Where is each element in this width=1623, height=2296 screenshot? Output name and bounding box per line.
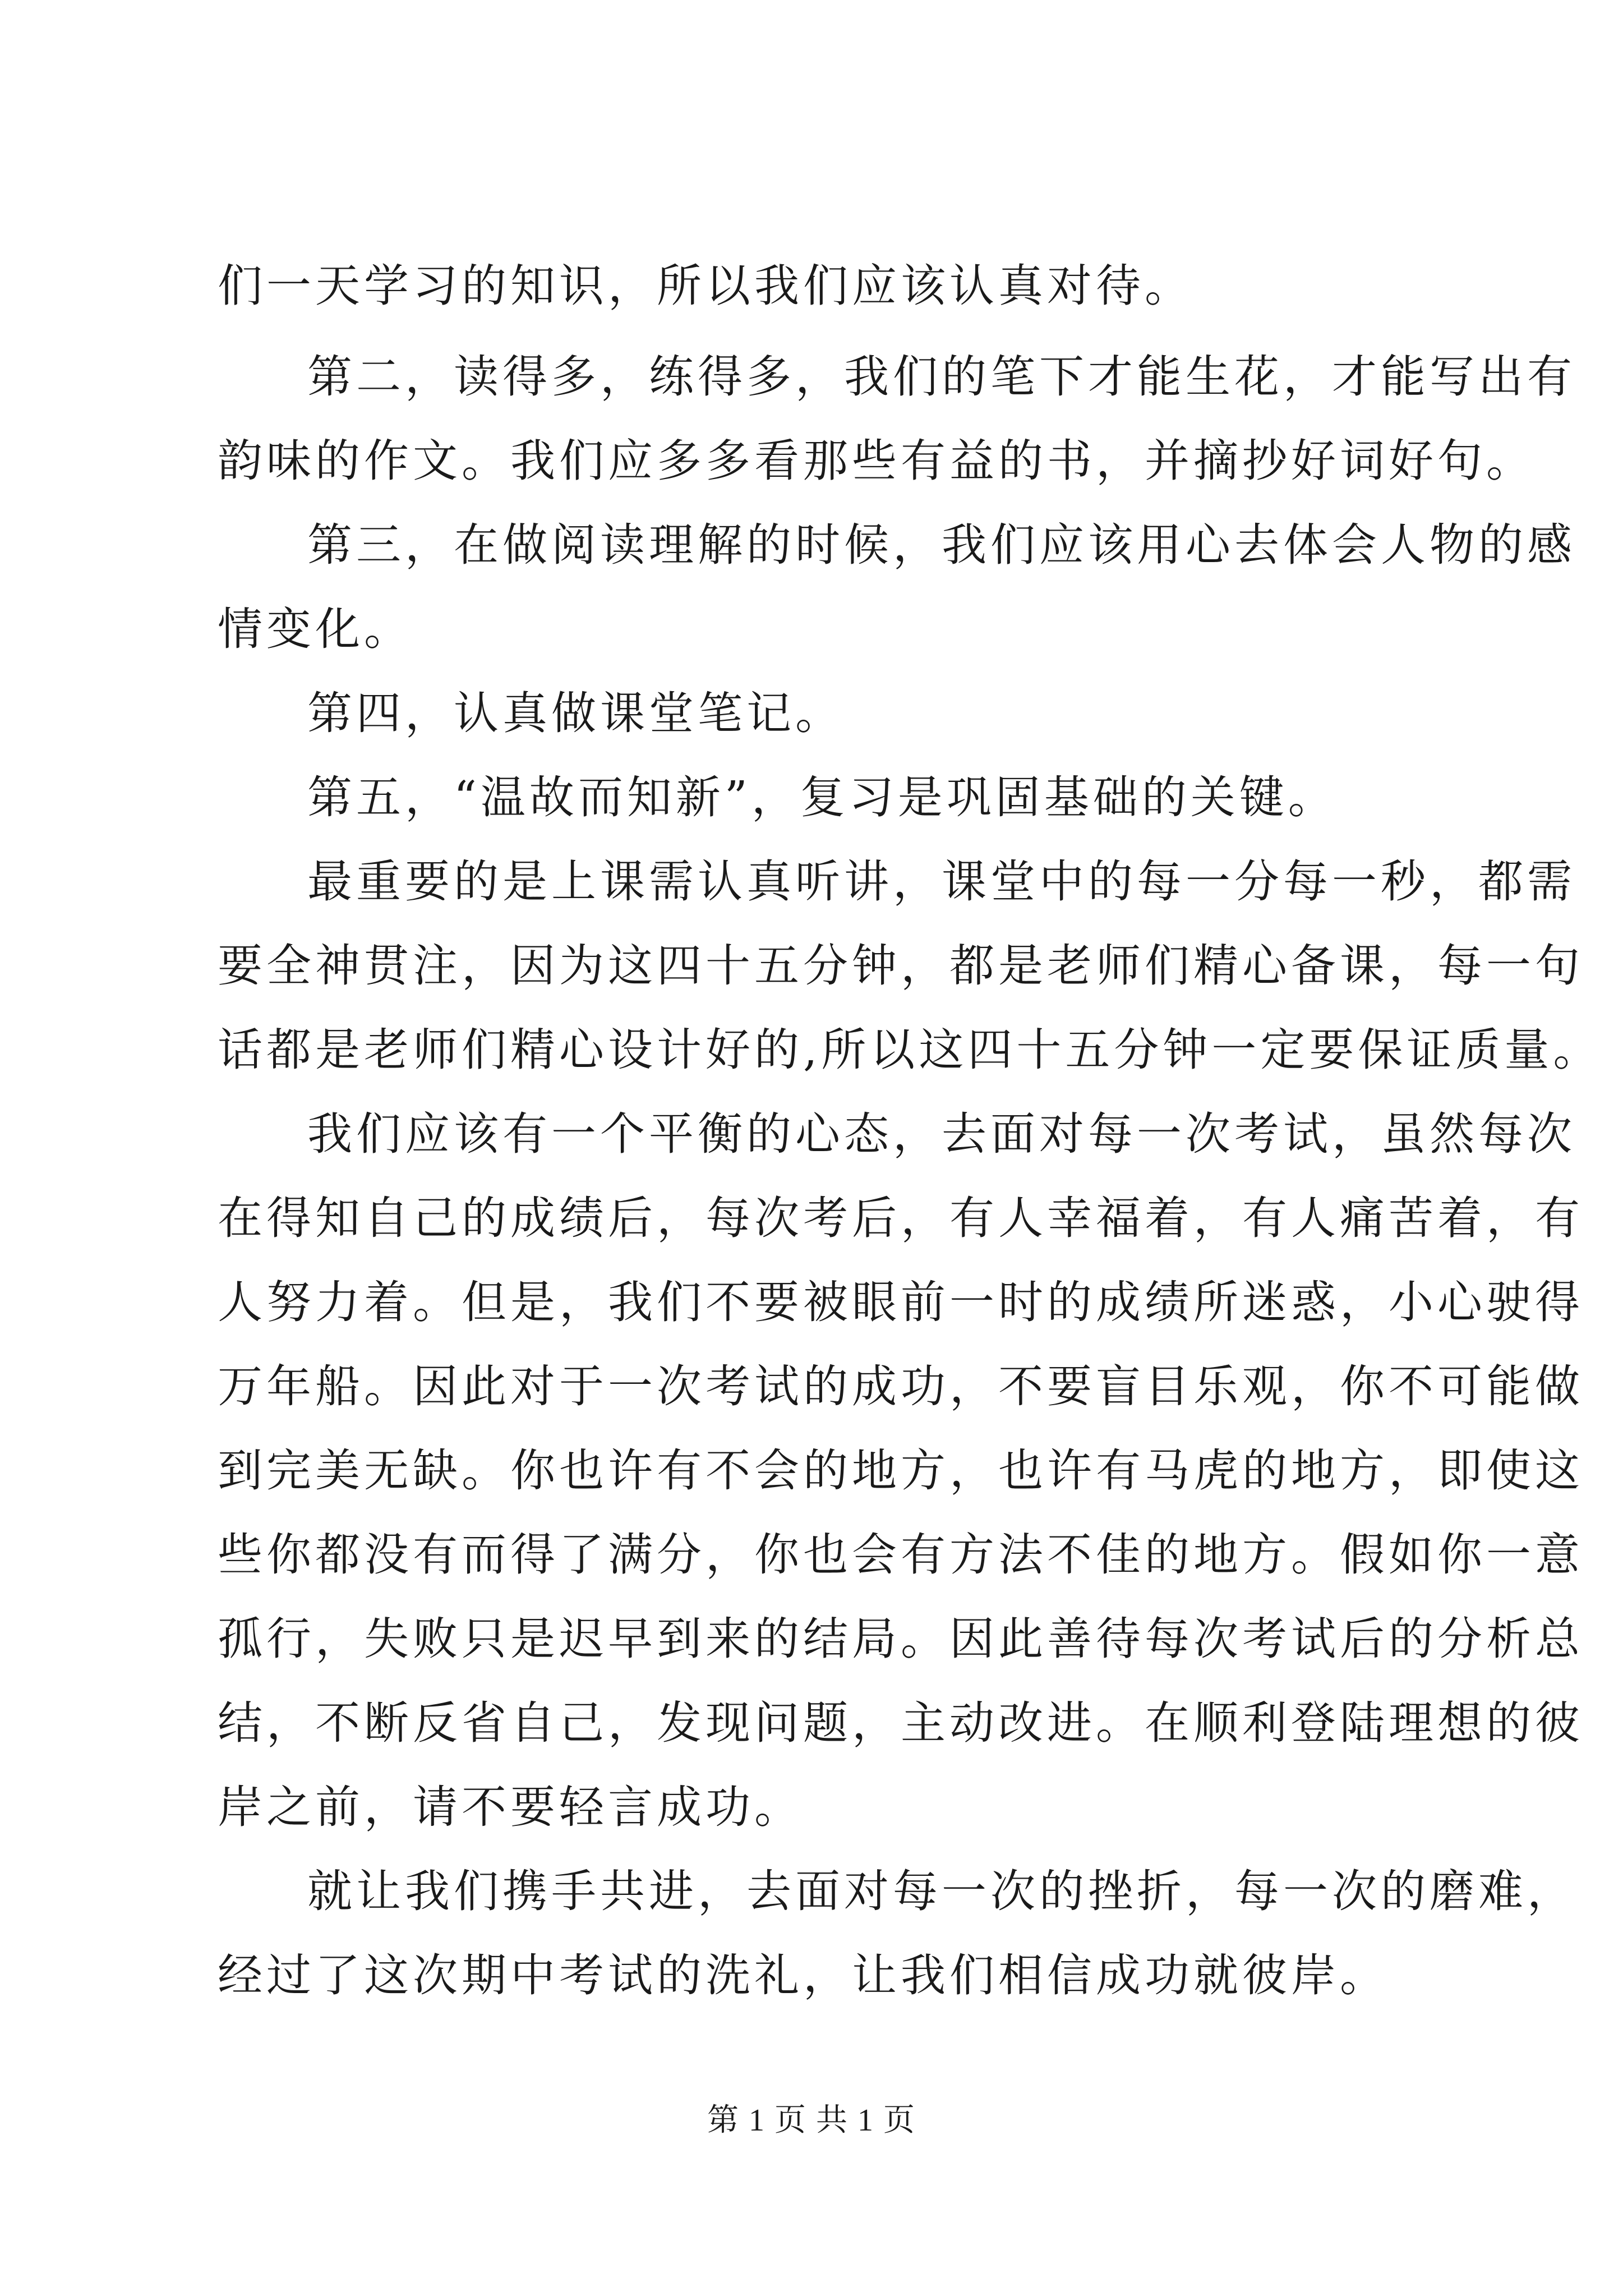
text-line: 孤行，失败只是迟早到来的结局。因此善待每次考试后的分析总 xyxy=(218,1613,1584,1665)
text-line: 岸之前，请不要轻言成功。 xyxy=(218,1781,803,1833)
paragraph-first-line: 就让我们携手共进，去面对每一次的挫折，每一次的磨难， xyxy=(307,1865,1576,1917)
paragraph-first-line: 第二，读得多，练得多，我们的笔下才能生花，才能写出有 xyxy=(307,351,1576,403)
text-line: 到完美无缺。你也许有不会的地方，也许有马虎的地方，即使这 xyxy=(218,1444,1584,1497)
paragraph-first-line: 第三，在做阅读理解的时候，我们应该用心去体会人物的感 xyxy=(307,519,1576,571)
paragraph-first-line: 最重要的是上课需认真听讲，课堂中的每一分每一秒，都需 xyxy=(307,855,1576,908)
text-line: 情变化。 xyxy=(218,603,413,655)
text-line: 万年船。因此对于一次考试的成功，不要盲目乐观，你不可能做 xyxy=(218,1360,1584,1412)
page-number-footer: 第 1 页 共 1 页 xyxy=(707,2103,916,2138)
text-line: 人努力着。但是，我们不要被眼前一时的成绩所迷惑，小心驶得 xyxy=(218,1276,1584,1328)
paragraph-first-line: 第五，“温故而知新”，复习是巩固基础的关键。 xyxy=(307,771,1337,823)
text-line: 在得知自己的成绩后，每次考后，有人幸福着，有人痛苦着，有 xyxy=(218,1192,1584,1244)
paragraph-first-line: 我们应该有一个平衡的心态，去面对每一次考试，虽然每次 xyxy=(307,1108,1576,1160)
text-line: 结，不断反省自己，发现问题，主动改进。在顺利登陆理想的彼 xyxy=(218,1697,1584,1749)
text-line: 们一天学习的知识，所以我们应该认真对待。 xyxy=(218,260,1193,312)
text-line: 韵味的作文。我们应多多看那些有益的书，并摘抄好词好句。 xyxy=(218,435,1535,487)
text-line: 要全神贯注，因为这四十五分钟，都是老师们精心备课，每一句 xyxy=(218,940,1584,992)
text-line: 些你都没有而得了满分，你也会有方法不佳的地方。假如你一意 xyxy=(218,1529,1584,1581)
paragraph-first-line: 第四，认真做课堂笔记。 xyxy=(307,687,844,739)
text-line: 经过了这次期中考试的洗礼，让我们相信成功就彼岸。 xyxy=(218,1949,1389,2001)
text-line: 话都是老师们精心设计好的,所以这四十五分钟一定要保证质量。 xyxy=(218,1024,1602,1076)
